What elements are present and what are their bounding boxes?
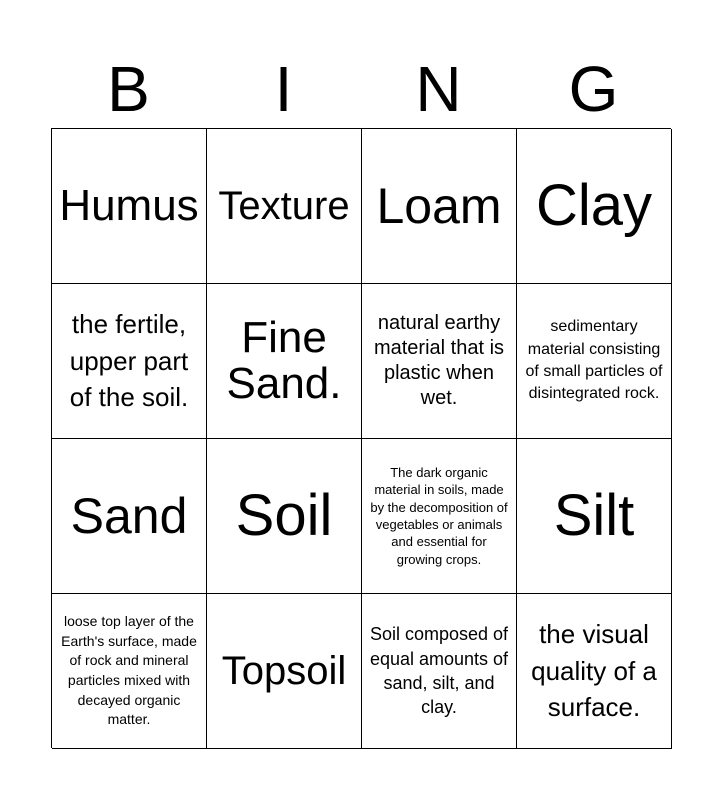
cell-text: the fertile, upper part of the soil. [69, 309, 189, 413]
cell-text: Texture [218, 184, 350, 228]
bingo-cell[interactable] [362, 129, 517, 284]
bingo-cell[interactable] [207, 439, 362, 594]
cell-text: Clay [535, 172, 653, 238]
bingo-cell[interactable] [517, 439, 672, 594]
bingo-cell[interactable] [517, 284, 672, 439]
bingo-board [51, 128, 671, 748]
cell-text: Loam [376, 177, 502, 234]
header-letter-g: G [568, 53, 619, 125]
cell-text: Silt [553, 482, 635, 548]
cell-text: Fine Sand. [226, 312, 342, 408]
bingo-cell[interactable] [362, 284, 517, 439]
cell-text: Soil [235, 482, 333, 548]
cell-text: the visual quality of a surface. [531, 619, 657, 723]
cell-text: Topsoil [221, 649, 347, 693]
bingo-cell[interactable] [207, 129, 362, 284]
cell-text: Humus [59, 180, 199, 230]
bingo-cell[interactable] [362, 594, 517, 749]
header-letter-n: N [415, 53, 462, 125]
cell-text: loose top layer of the Earth's surface, made of rock and mineral particles mixed with decayed organic matter. [61, 613, 197, 728]
bingo-cell[interactable] [52, 284, 207, 439]
cell-text: Sand [70, 487, 188, 544]
bingo-cell[interactable] [52, 129, 207, 284]
bingo-cell[interactable] [52, 594, 207, 749]
bingo-cell[interactable] [207, 594, 362, 749]
bingo-cell[interactable] [207, 284, 362, 439]
bingo-header [51, 50, 671, 128]
cell-text: Soil composed of equal amounts of sand, silt, and clay. [369, 624, 509, 718]
bingo-cell[interactable] [517, 129, 672, 284]
cell-text: The dark organic material in soils, made by the decomposition of vegetables or animals and essential for growing crops. [370, 465, 508, 567]
bingo-cell[interactable] [362, 439, 517, 594]
bingo-cell[interactable] [52, 439, 207, 594]
cell-text: natural earthy material that is plastic when wet. [373, 312, 505, 409]
header-letter-i: I [274, 53, 293, 125]
header-letter-b: B [107, 53, 150, 125]
cell-text: sedimentary material consisting of small particles of disintegrated rock. [525, 318, 663, 403]
bingo-cell[interactable] [517, 594, 672, 749]
